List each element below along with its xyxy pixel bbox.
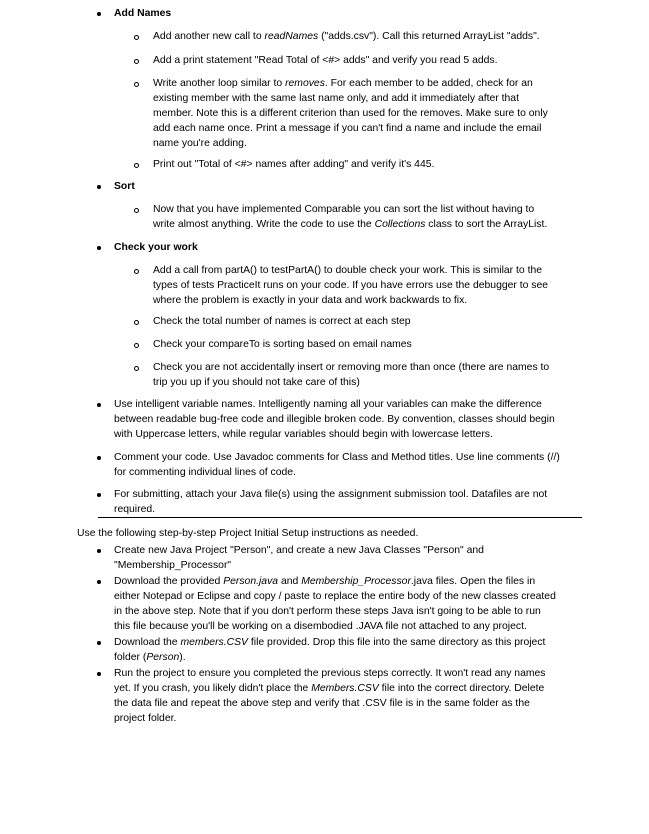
variables-line-2: between readable bug-free code and illegible broken code. By convention, classes should begin: [114, 414, 555, 425]
bullet-icon: [97, 672, 101, 676]
bullet-icon: [97, 456, 101, 460]
add-names-item-3-line-5: name you're adding.: [153, 138, 247, 149]
variables-line-3: with Uppercase letters, while regular variables should begin with lowercase letters.: [114, 429, 493, 440]
setup-step-4-line-2: yet. If you crash, you likely didn't place the Members.CSV file into the correct directory. Delete: [114, 683, 545, 694]
check-item-4-line-2: trip you up if you should not take care of this): [153, 377, 360, 388]
circle-bullet-icon: [134, 35, 139, 40]
submit-line-1: For submitting, attach your Java file(s) using the assignment submission tool. Datafiles are not: [114, 489, 548, 500]
circle-bullet-icon: [134, 82, 139, 87]
bullet-icon: [97, 641, 101, 645]
check-item-3: Check your compareTo is sorting based on email names: [153, 339, 412, 350]
add-names-item-4: Print out "Total of <#> names after adding" and verify it's 445.: [153, 159, 435, 170]
setup-step-4-line-3: the data file and repeat the above step and verify that .CSV file is in the same folder as the: [114, 698, 530, 709]
bullet-icon: [97, 549, 101, 553]
add-names-item-3-line-3: member. Note this is a different criterion than used for the removes. Make sure to only: [153, 108, 548, 119]
bullet-icon: [97, 403, 101, 407]
bullet-icon: [97, 185, 101, 189]
check-item-1-line-1: Add a call from partA() to testPartA() to double check your work. This is similar to the: [153, 265, 543, 276]
horizontal-rule: [98, 517, 582, 518]
setup-step-1-line-1: Create new Java Project "Person", and create a new Java Classes "Person" and: [114, 545, 484, 556]
setup-step-4-line-1: Run the project to ensure you completed the previous steps correctly. It won't read any names: [114, 668, 546, 679]
setup-intro: Use the following step-by-step Project Initial Setup instructions as needed.: [77, 528, 419, 539]
sort-line-1: Now that you have implemented Comparable you can sort the list without having to: [153, 204, 535, 215]
bullet-icon: [97, 246, 101, 250]
circle-bullet-icon: [134, 320, 139, 325]
circle-bullet-icon: [134, 269, 139, 274]
add-names-heading: Add Names: [114, 8, 172, 19]
circle-bullet-icon: [134, 163, 139, 168]
check-item-1-line-2: types of tests PracticeIt runs on your code. If you have errors use the debugger to see: [153, 280, 549, 291]
sort-heading: Sort: [114, 181, 135, 192]
circle-bullet-icon: [134, 366, 139, 371]
check-item-4-line-1: Check you are not accidentally insert or removing more than once (there are names to: [153, 362, 550, 373]
add-names-item-3-line-1: Write another loop similar to removes. For each member to be added, check for an: [153, 78, 533, 89]
add-names-item-3-line-4: add each name once. Print a message if you can't find a name and include the email: [153, 123, 542, 134]
check-item-1-line-3: where the problem is exactly in your data and work backwards to fix.: [153, 295, 468, 306]
setup-step-2-line-2: either Notepad or Eclipse and copy / paste to replace the entire body of the new classes created: [114, 591, 556, 602]
circle-bullet-icon: [134, 208, 139, 213]
setup-step-1-line-2: "Membership_Processor": [114, 560, 232, 571]
comment-line-1: Comment your code. Use Javadoc comments for Class and Method titles. Use line comments (//): [114, 452, 560, 463]
bullet-icon: [97, 580, 101, 584]
check-item-2: Check the total number of names is correct at each step: [153, 316, 411, 327]
variables-line-1: Use intelligent variable names. Intelligently naming all your variables can make the difference: [114, 399, 542, 410]
circle-bullet-icon: [134, 343, 139, 348]
setup-step-4-line-4: project folder.: [114, 713, 177, 724]
bullet-icon: [97, 493, 101, 497]
add-names-item-1: Add another new call to readNames ("adds.csv"). Call this returned ArrayList "adds".: [153, 31, 540, 42]
submit-line-2: required.: [114, 504, 156, 515]
bullet-icon: [97, 12, 101, 16]
setup-step-2-line-4: this file because you'll be working on a disembodied .JAVA file not attached to any project.: [114, 621, 527, 632]
add-names-item-3-line-2: existing member with the same last name only, and add it immediately after that: [153, 93, 519, 104]
setup-step-2-line-1: Download the provided Person.java and Membership_Processor.java files. Open the files in: [114, 576, 536, 587]
add-names-item-2: Add a print statement "Read Total of <#> adds" and verify you read 5 adds.: [153, 55, 498, 66]
check-heading: Check your work: [114, 242, 198, 253]
setup-step-2-line-3: in the above step. Note that if you don't perform these steps Java isn't going to be able to run: [114, 606, 541, 617]
setup-step-3-line-1: Download the members.CSV file provided. Drop this file into the same directory as this project: [114, 637, 546, 648]
setup-step-3-line-2: folder (Person).: [114, 652, 186, 663]
sort-line-2: write almost anything. Write the code to use the Collections class to sort the ArrayList.: [153, 219, 548, 230]
circle-bullet-icon: [134, 59, 139, 64]
comment-line-2: for commenting individual lines of code.: [114, 467, 296, 478]
